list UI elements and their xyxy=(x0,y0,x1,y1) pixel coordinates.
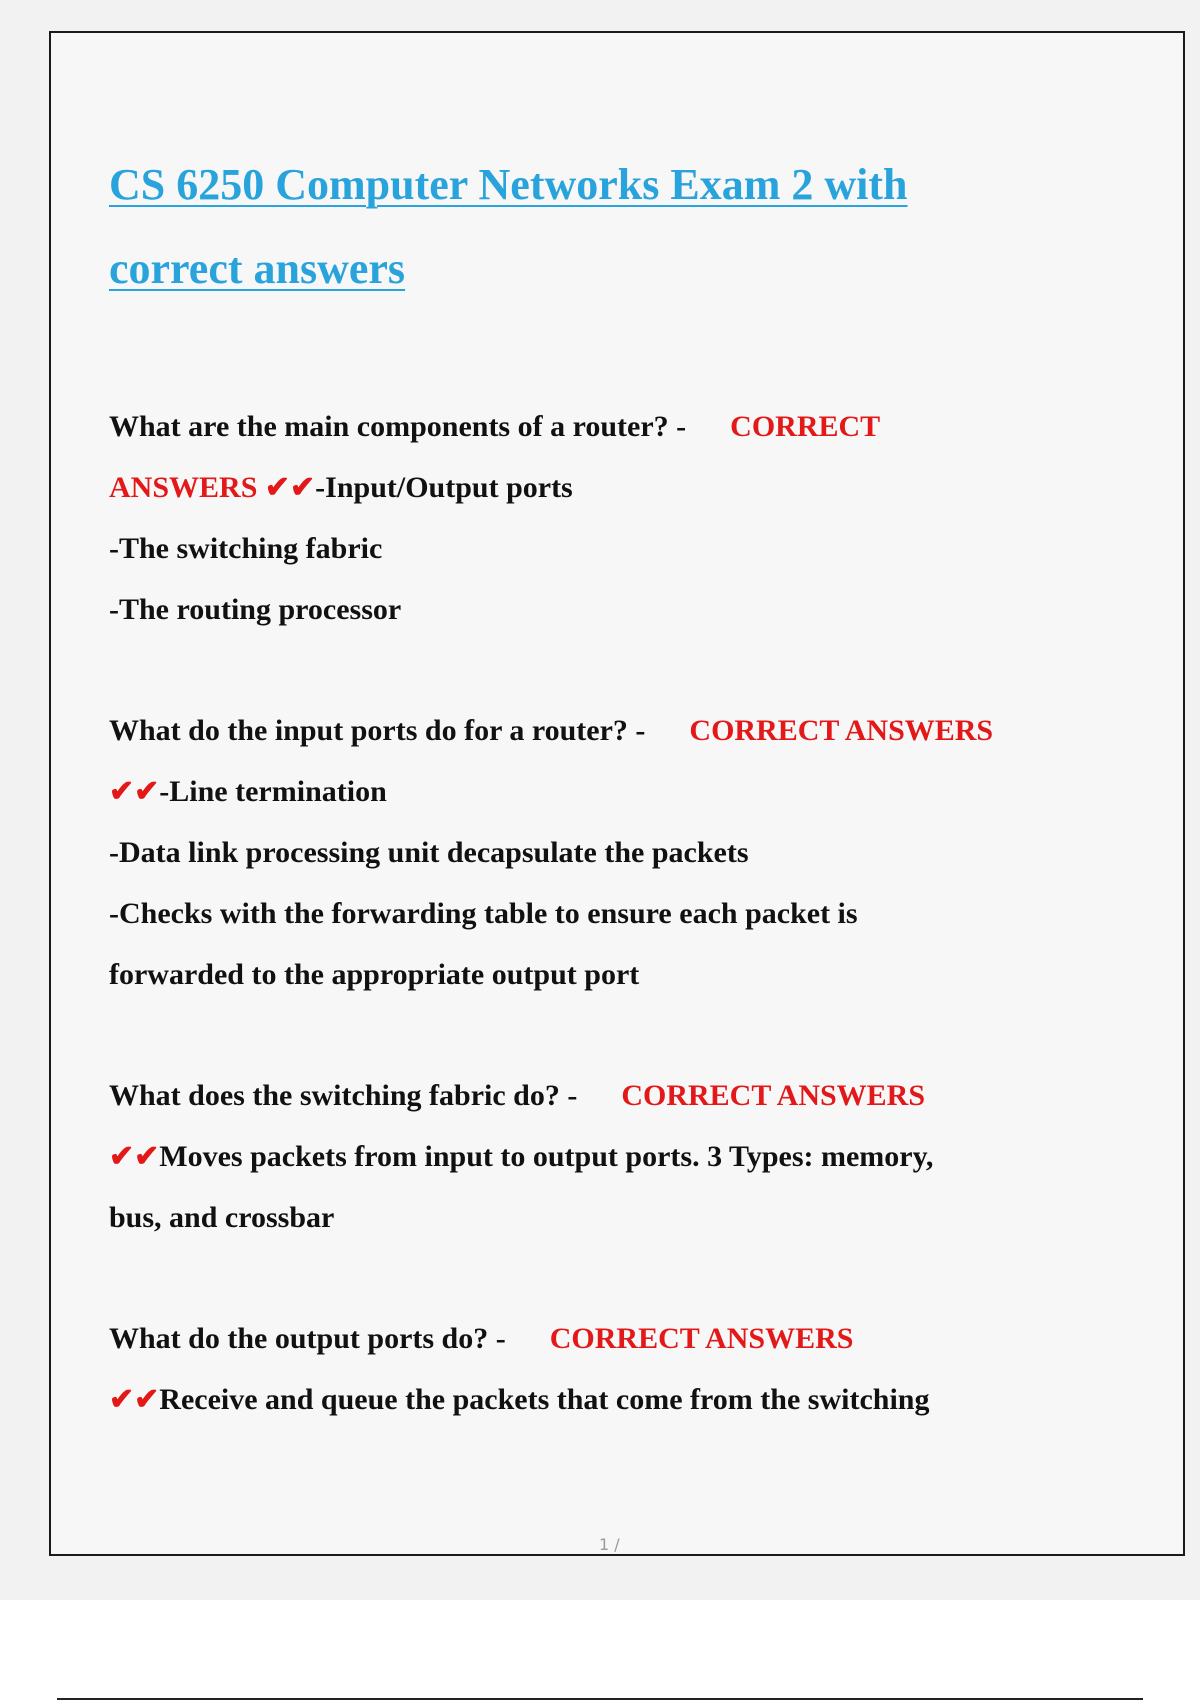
page-number: 1 / xyxy=(599,1535,620,1554)
double-check-icon: ✔✔ xyxy=(109,775,160,808)
question-text: What do the input ports do for a router? - xyxy=(109,714,646,747)
question-text: What are the main components of a router? - xyxy=(109,410,687,443)
double-check-icon: ✔✔ xyxy=(109,1140,160,1173)
correct-answers-label: CORRECT ANSWERS xyxy=(621,1079,926,1112)
double-check-icon: ✔✔ xyxy=(109,1383,160,1416)
correct-answers-label: CORRECT ANSWERS xyxy=(549,1322,854,1355)
document-page xyxy=(49,31,1185,1556)
double-check-icon: ✔✔ xyxy=(264,471,316,504)
qa-item-4 xyxy=(109,1308,1109,1430)
answer-line: -Line termination xyxy=(159,775,387,808)
correct-answers-label: CORRECT ANSWERS xyxy=(689,714,994,747)
answer-line: -The routing processor xyxy=(109,593,402,626)
answer-line: Receive and queue the packets that come from the switching xyxy=(159,1383,930,1416)
document-title xyxy=(109,143,1109,311)
question-text: What do the output ports do? - xyxy=(109,1322,506,1355)
qa-item-3 xyxy=(109,1065,1109,1248)
page-content xyxy=(109,143,1109,1430)
qa-item-2 xyxy=(109,700,1109,1005)
answer-line: -Input/Output ports xyxy=(315,471,573,504)
answer-line: -Checks with the forwarding table to ensure each packet is xyxy=(109,897,858,930)
answer-line: -The switching fabric xyxy=(109,532,383,565)
answer-line: bus, and crossbar xyxy=(109,1201,335,1234)
title-line-2: correct answers xyxy=(109,244,406,293)
answer-line: -Data link processing unit decapsulate the packets xyxy=(109,836,749,869)
question-text: What does the switching fabric do? - xyxy=(109,1079,578,1112)
qa-item-1 xyxy=(109,396,1109,640)
correct-answers-label: CORRECT xyxy=(730,410,881,443)
title-line-1: CS 6250 Computer Networks Exam 2 with xyxy=(109,160,908,209)
answer-line: forwarded to the appropriate output port xyxy=(109,958,640,991)
correct-answers-label: ANSWERS xyxy=(109,471,258,504)
answer-line: Moves packets from input to output ports. 3 Types: memory, xyxy=(159,1140,934,1173)
